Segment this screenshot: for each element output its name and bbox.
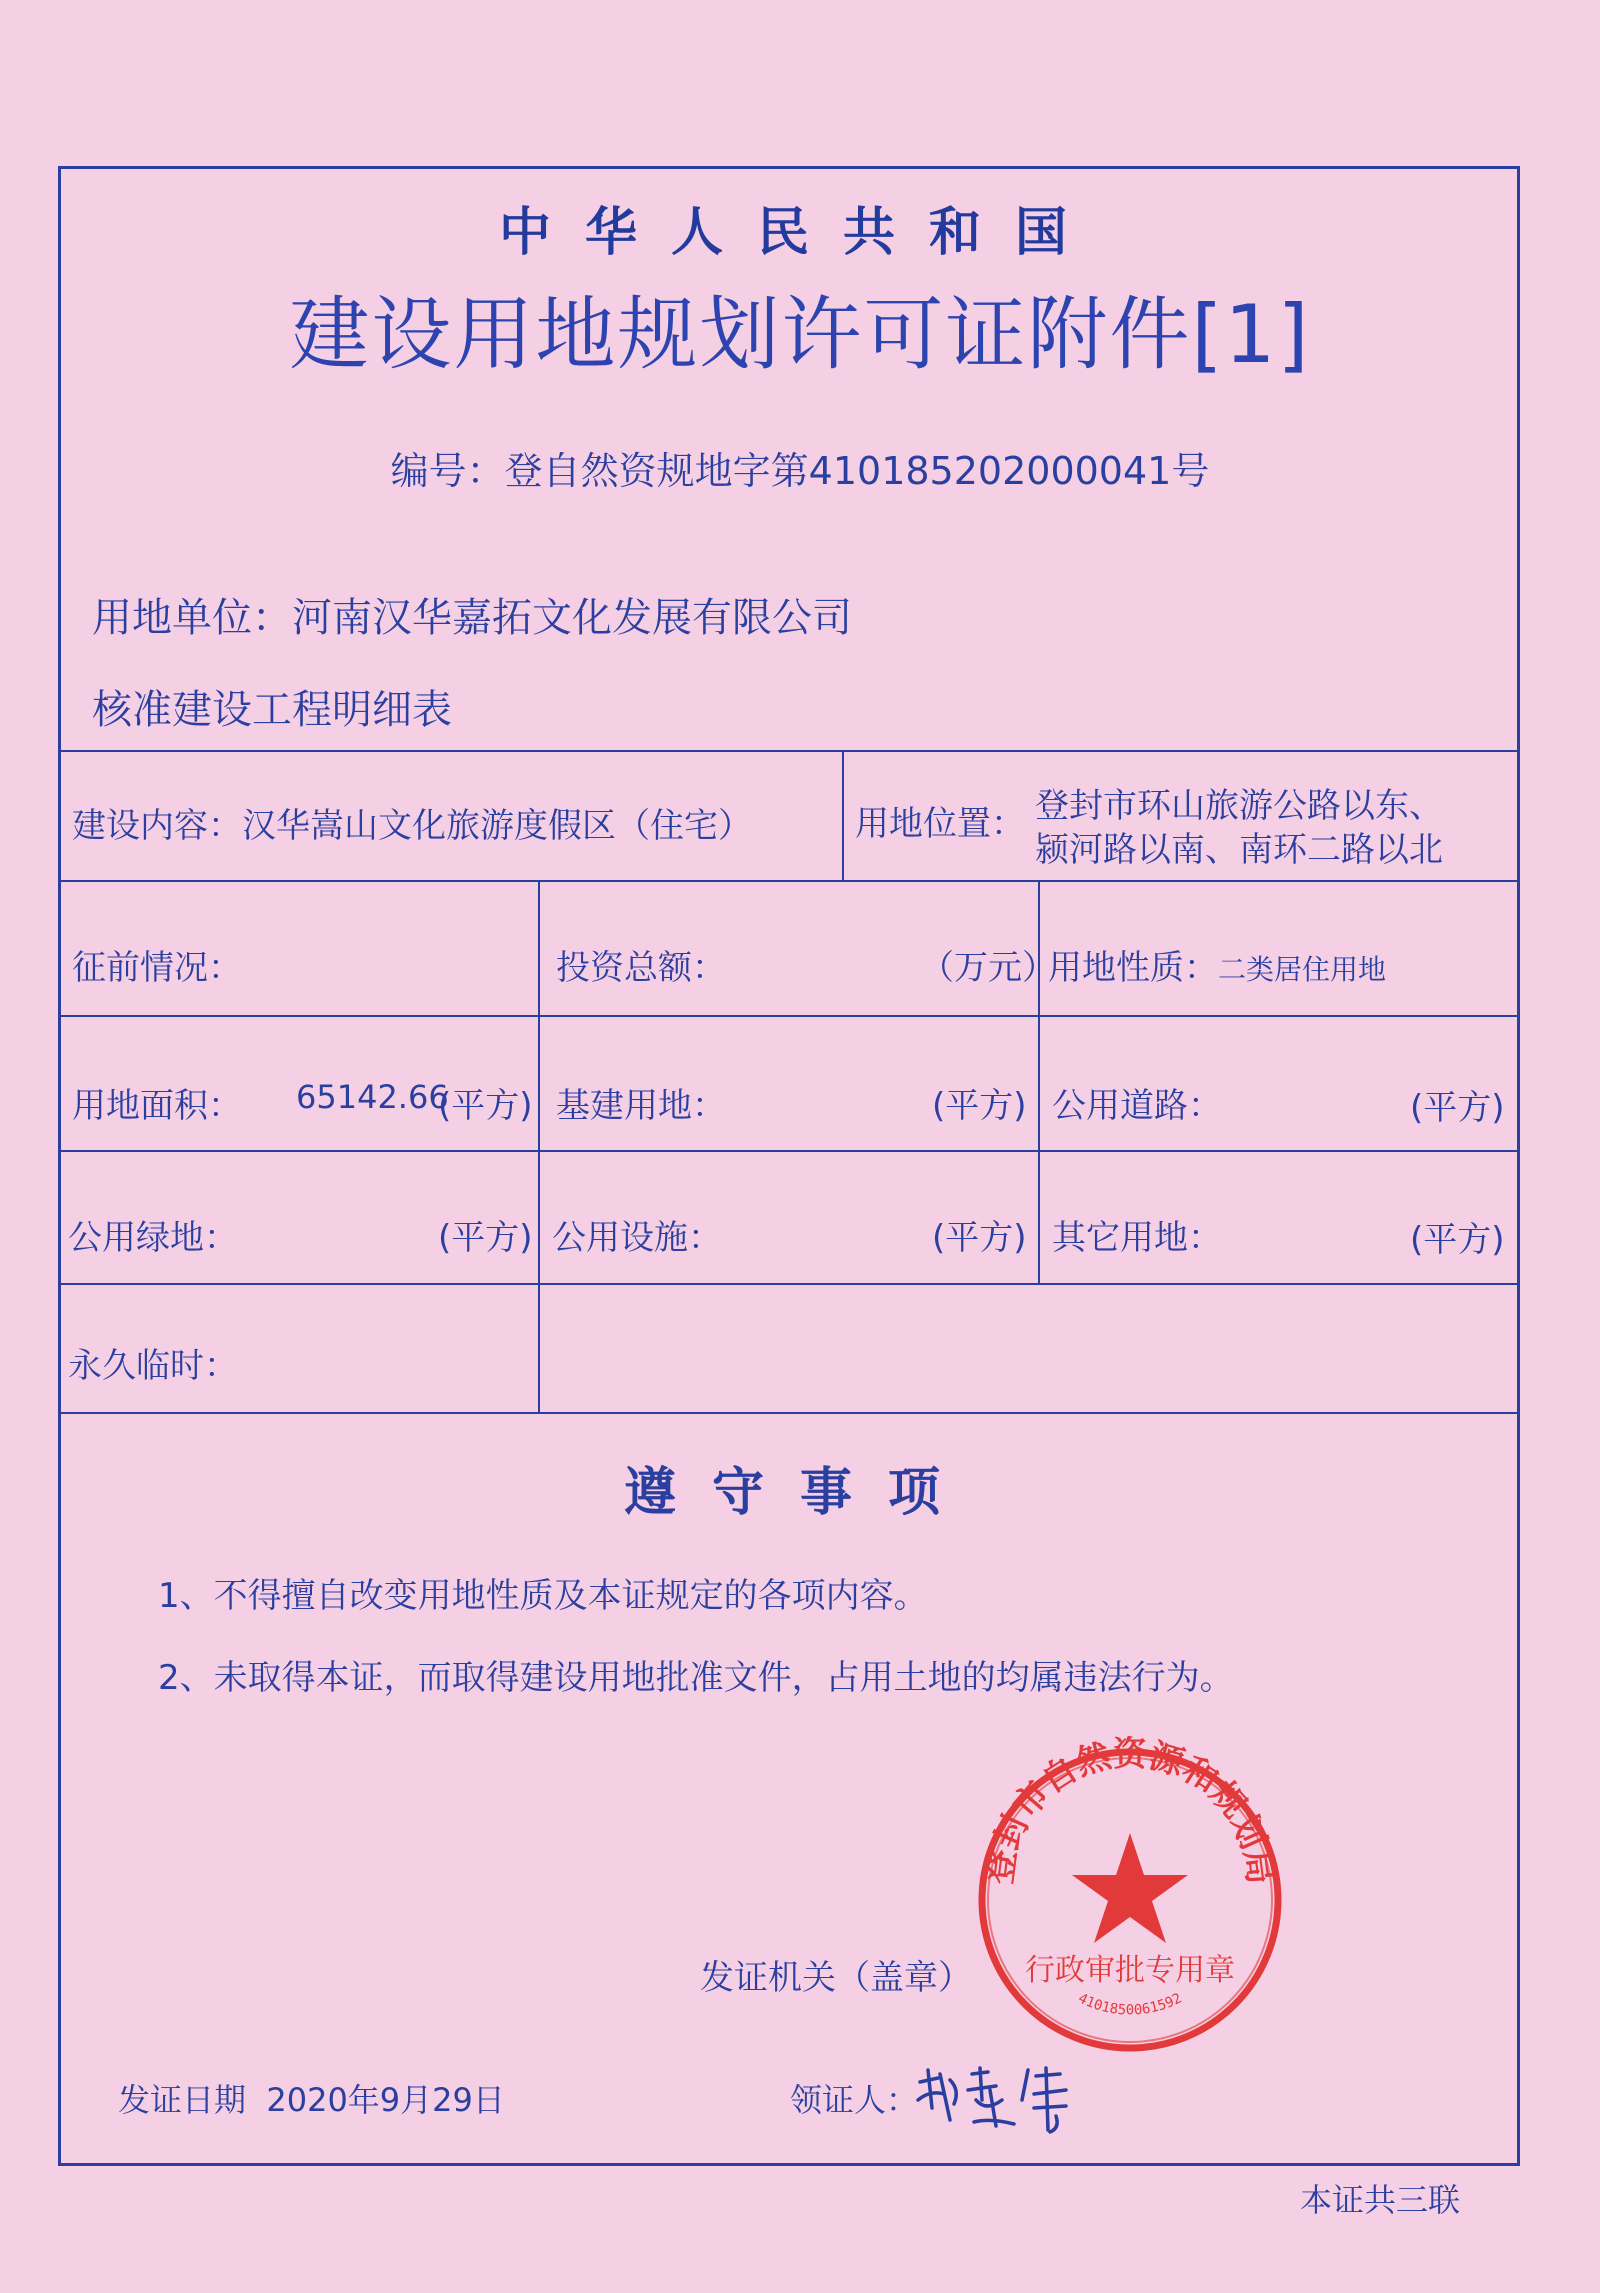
- table-col-line: [538, 880, 540, 1412]
- table-col-line: [842, 750, 844, 880]
- nature-cell: [1048, 940, 1386, 989]
- table-row-line: [58, 1283, 1520, 1285]
- country-title: 中华人民共和国: [498, 203, 1101, 263]
- base-land-label: 基建用地：: [556, 1086, 726, 1126]
- svg-text:4101850061592: [1075, 1990, 1184, 2018]
- date-label: 发证日期: [118, 2081, 247, 2119]
- number-label: 编号：: [390, 449, 505, 493]
- land-unit: [92, 586, 852, 643]
- nature-label: 用地性质：: [1048, 948, 1218, 988]
- facility-label: 公用设施：: [552, 1218, 722, 1258]
- area-label: 用地面积：: [72, 1086, 242, 1126]
- seal-ring-text: 登封市自然资源和规划局: [980, 1735, 1280, 1887]
- issuer-label: 发证机关（盖章）: [700, 1958, 972, 1998]
- number-value: 登自然资规地字第410185202000041号: [504, 449, 1210, 493]
- certificate-number: [0, 440, 1600, 495]
- content-cell: [72, 798, 752, 847]
- investment-unit: （万元）: [920, 948, 1056, 988]
- seal-code: 4101850061592: [1075, 1990, 1185, 2019]
- content-value: 汉华嵩山文化旅游度假区（住宅）: [242, 806, 752, 846]
- table-row-line: [58, 1015, 1520, 1017]
- table-top-line: [58, 750, 1520, 752]
- green-label: 公用绿地：: [68, 1218, 238, 1258]
- official-seal: [960, 1735, 1300, 2055]
- unit-label: 用地单位：: [92, 595, 292, 641]
- investment-label: 投资总额：: [556, 948, 726, 988]
- other-land-label: 其它用地：: [1052, 1218, 1222, 1258]
- footer-note: 本证共三联: [1300, 2181, 1461, 2219]
- green-unit: (平方): [438, 1218, 533, 1258]
- date-value: 2020年9月29日: [266, 2081, 505, 2119]
- facility-unit: (平方): [932, 1218, 1027, 1258]
- table-bottom-line: [58, 1412, 1520, 1414]
- rules-title: 遵守事项: [623, 1463, 976, 1523]
- receiver-label: 领证人：: [790, 2081, 919, 2119]
- other-land-unit: (平方): [1410, 1220, 1505, 1260]
- area-unit: (平方): [438, 1086, 533, 1126]
- rule-item-1: 1、不得擅自改变用地性质及本证规定的各项内容。: [158, 1576, 928, 1616]
- location-label: 用地位置：: [855, 804, 1025, 844]
- permanent-temporary-label: 永久临时：: [68, 1346, 238, 1386]
- location-line-1: 登封市环山旅游公路以东、: [1035, 786, 1443, 826]
- seal-inner-text: 行政审批专用章: [1025, 1953, 1235, 1988]
- rule-item-2: 2、未取得本证，而取得建设用地批准文件，占用土地的均属违法行为。: [158, 1658, 1234, 1698]
- pre-status-label: 征前情况：: [72, 948, 242, 988]
- table-row-line: [58, 1150, 1520, 1152]
- base-land-unit: (平方): [932, 1086, 1027, 1126]
- location-line-2: 颍河路以南、南环二路以北: [1035, 830, 1443, 870]
- road-unit: (平方): [1410, 1088, 1505, 1128]
- area-value: 65142.66: [296, 1078, 449, 1116]
- issue-date: [118, 2075, 505, 2121]
- road-label: 公用道路：: [1052, 1086, 1222, 1126]
- receiver-signature: [910, 2060, 1090, 2140]
- content-label: 建设内容：: [72, 806, 242, 846]
- certificate-title: 建设用地规划许可证附件[1]: [289, 288, 1311, 381]
- table-row-line: [58, 880, 1520, 882]
- unit-value: 河南汉华嘉拓文化发展有限公司: [292, 595, 852, 641]
- nature-value: 二类居住用地: [1218, 953, 1387, 986]
- table-title: 核准建设工程明细表: [92, 687, 452, 733]
